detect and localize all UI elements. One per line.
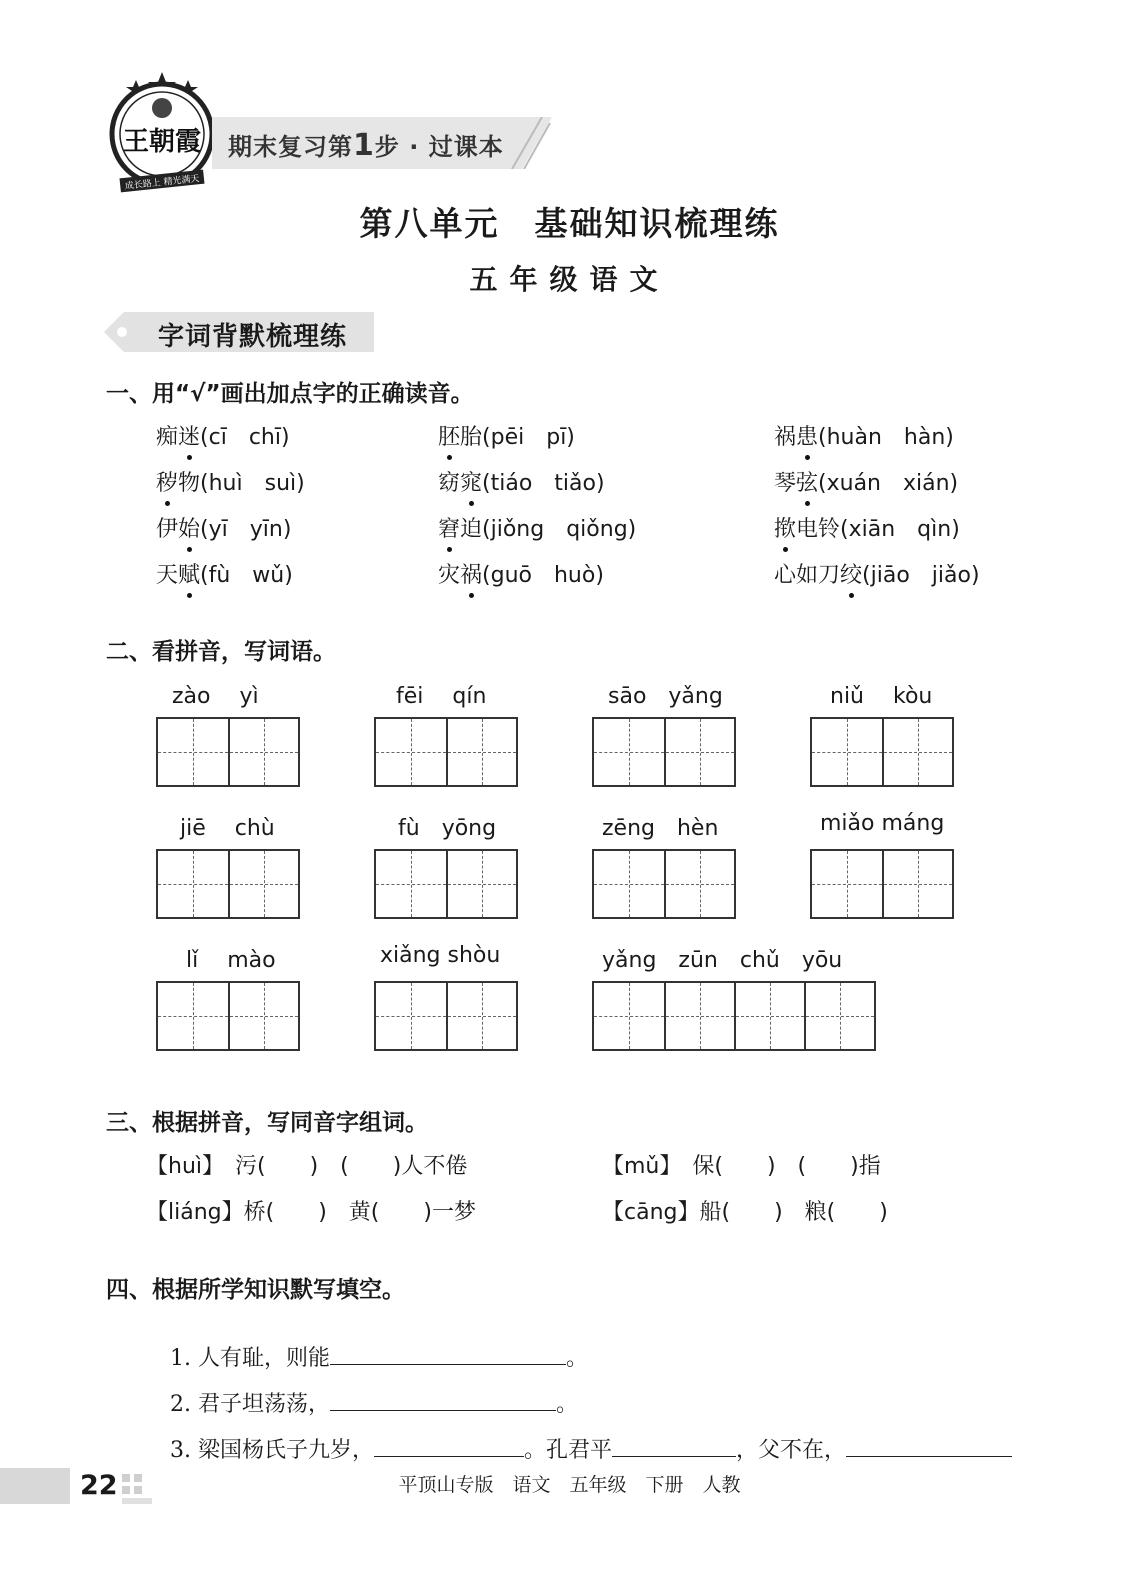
- q1-item[interactable]: 胚胎(pēi pī): [438, 425, 575, 450]
- page-title: 第八单元 基础知识梳理练: [359, 204, 780, 243]
- q1-title: 一、用“√”画出加点字的正确读音。: [106, 381, 474, 407]
- writing-grid[interactable]: [810, 849, 954, 919]
- pinyin-label: fēi qín: [396, 684, 487, 709]
- pinyin-label: sāo yǎng: [608, 684, 723, 709]
- dictation-line-1: 1. 人有耻，则能 。: [156, 1316, 588, 1372]
- svg-text:王朝霞: 王朝霞: [122, 127, 202, 157]
- q2-title: 二、看拼音，写词语。: [106, 639, 336, 665]
- homophone-row[interactable]: 【mǔ】 保( ) ( )指: [602, 1154, 881, 1179]
- dictation-line-2: 2. 君子坦荡荡， 。: [156, 1362, 578, 1418]
- pinyin-label: zēng hèn: [602, 816, 719, 841]
- q1-item[interactable]: 揿电铃(xiān qìn): [774, 517, 960, 542]
- q1-item[interactable]: 窈窕(tiáo tiǎo): [438, 471, 605, 496]
- writing-grid[interactable]: [156, 717, 300, 787]
- pinyin-label: yǎng zūn chǔ yōu: [602, 948, 843, 973]
- q1-item[interactable]: 祸患(huàn hàn): [774, 425, 954, 450]
- writing-grid[interactable]: [156, 849, 300, 919]
- writing-grid[interactable]: [592, 981, 876, 1051]
- writing-grid[interactable]: [156, 981, 300, 1051]
- q1-item[interactable]: 痴迷(cī chī): [156, 425, 290, 450]
- page-number: 22: [80, 1470, 118, 1501]
- q1-item[interactable]: 琴弦(xuán xián): [774, 471, 959, 496]
- q1-item[interactable]: 伊始(yī yīn): [156, 517, 292, 542]
- q1-item[interactable]: 灾祸(guō huò): [438, 563, 604, 588]
- pinyin-label: jiē chù: [180, 816, 275, 841]
- pinyin-label: zào yì: [172, 684, 259, 709]
- dictation-line-3: 3. 梁国杨氏子九岁， 。孔君平 ，父不在，: [156, 1408, 1012, 1464]
- q3-title: 三、根据拼音，写同音字组词。: [106, 1110, 428, 1136]
- writing-grid[interactable]: [374, 849, 518, 919]
- writing-grid[interactable]: [592, 717, 736, 787]
- pinyin-label: lǐ mào: [186, 948, 276, 973]
- answer-blank[interactable]: [612, 1434, 736, 1457]
- pinyin-label: xiǎng shòu: [380, 943, 501, 968]
- pinyin-label: niǔ kòu: [830, 684, 933, 709]
- writing-grid[interactable]: [374, 717, 518, 787]
- svg-text:成长路上 精光满天: 成长路上 精光满天: [124, 174, 200, 192]
- q1-item[interactable]: 窘迫(jiǒng qiǒng): [438, 517, 637, 542]
- section-tag-label: 字词背默梳理练: [158, 322, 348, 352]
- answer-blank[interactable]: [846, 1434, 1012, 1457]
- pinyin-label: miǎo máng: [820, 811, 945, 836]
- page-subtitle: 五年级语文: [469, 263, 670, 296]
- wangzhaoxia-logo: [106, 70, 218, 198]
- answer-blank[interactable]: [374, 1434, 524, 1457]
- writing-grid[interactable]: [810, 717, 954, 787]
- q4-title: 四、根据所学知识默写填空。: [106, 1277, 405, 1303]
- homophone-row[interactable]: 【liáng】桥( ) 黄( )一梦: [146, 1200, 476, 1225]
- writing-grid[interactable]: [592, 849, 736, 919]
- header-banner-text: 期末复习第1步 · 过课本: [228, 128, 504, 163]
- q1-item[interactable]: 秽物(huì suì): [156, 471, 305, 496]
- writing-grid[interactable]: [374, 981, 518, 1051]
- homophone-row[interactable]: 【cāng】船( ) 粮( ): [602, 1200, 888, 1225]
- pinyin-label: fù yōng: [398, 816, 497, 841]
- q1-item[interactable]: 天赋(fù wǔ): [156, 563, 293, 588]
- homophone-row[interactable]: 【huì】 污( ) ( )人不倦: [146, 1154, 468, 1179]
- footer-info: 平顶山专版 语文 五年级 下册 人教: [398, 1474, 741, 1496]
- q1-item[interactable]: 心如刀绞(jiāo jiǎo): [774, 563, 980, 588]
